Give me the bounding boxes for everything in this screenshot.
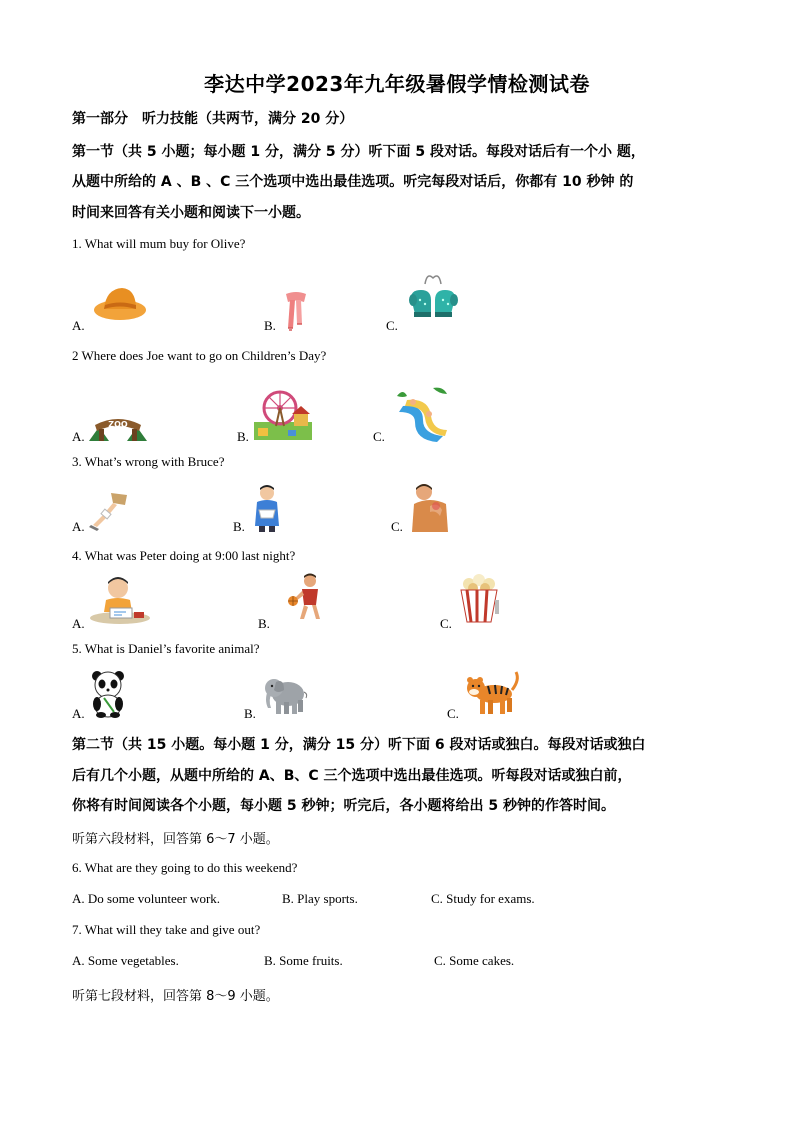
- section1-instructions-line2: 从题中所给的 A 、B 、C 三个选项中选出最佳选项。听完每段对话后，你都有 10 秒钟 的: [72, 174, 634, 190]
- section2-instructions-line1: 第二节（共 15 小题。每小题 1 分，满分 15 分）听下面 6 段对话或独白。每段对话或独白: [72, 737, 646, 753]
- question-5-option-a: A.: [72, 706, 85, 721]
- question-7-option-a: A. Some vegetables.: [72, 953, 179, 968]
- question-4-option-c: C.: [440, 616, 452, 631]
- question-2-option-b: B.: [237, 429, 249, 444]
- question-1-option-c: C.: [386, 318, 398, 333]
- arm-sling-icon: [251, 484, 283, 532]
- question-1-option-a: A.: [72, 318, 85, 333]
- zoo-sign-label: ZOO: [108, 420, 128, 429]
- question-7-option-b: B. Some fruits.: [264, 953, 343, 968]
- elephant-icon: [262, 670, 308, 716]
- question-3-option-a: A.: [72, 519, 85, 534]
- scarf-icon: [282, 290, 310, 332]
- question-1-text: 1. What will mum buy for Olive?: [72, 236, 246, 251]
- popcorn-bucket-icon: [457, 574, 501, 624]
- question-6-text: 6. What are they going to do this weekend?: [72, 860, 298, 875]
- boy-drawing-icon: [88, 574, 152, 624]
- question-6-option-b: B. Play sports.: [282, 891, 358, 906]
- question-4-option-a: A.: [72, 616, 85, 631]
- question-4-option-b: B.: [258, 616, 270, 631]
- question-2-option-c: C.: [373, 429, 385, 444]
- material-7-instruction: 听第七段材料，回答第 8～9 小题。: [72, 989, 279, 1004]
- question-3-option-c: C.: [391, 519, 403, 534]
- question-2-text: 2 Where does Joe want to go on Children’s Day?: [72, 348, 327, 363]
- sore-shoulder-icon: [410, 482, 448, 532]
- question-2-option-a: A.: [72, 429, 85, 444]
- question-5-option-c: C.: [447, 706, 459, 721]
- question-4-text: 4. What was Peter doing at 9:00 last night?: [72, 548, 296, 563]
- part1-heading: 第一部分 听力技能（共两节，满分 20 分）: [72, 111, 354, 127]
- question-5-option-b: B.: [244, 706, 256, 721]
- section1-instructions-line1: 第一节（共 5 小题；每小题 1 分，满分 5 分）听下面 5 段对话。每段对话后有一个小 题，: [72, 144, 645, 160]
- zoo-gate-icon: [89, 413, 147, 441]
- question-3-option-b: B.: [233, 519, 245, 534]
- panda-icon: [88, 670, 128, 718]
- water-slide-icon: [393, 386, 449, 442]
- page-title: 李达中学2023年九年级暑假学情检测试卷: [204, 72, 590, 96]
- sun-hat-icon: [92, 283, 148, 323]
- question-6-option-c: C. Study for exams.: [431, 891, 535, 906]
- question-1-option-b: B.: [264, 318, 276, 333]
- amusement-park-icon: [254, 388, 312, 440]
- tiger-icon: [464, 670, 520, 718]
- section2-instructions-line2: 后有几个小题，从题中所给的 A、B、C 三个选项中选出最佳选项。听每段对话或独白前，: [72, 768, 632, 784]
- section2-instructions-line3: 你将有时间阅读各个小题，每小题 5 秒钟；听完后，各小题将给出 5 秒钟的作答时间。: [72, 798, 615, 814]
- basketball-player-icon: [286, 573, 326, 625]
- section1-instructions-line3: 时间来回答有关小题和阅读下一小题。: [72, 205, 310, 221]
- question-7-text: 7. What will they take and give out?: [72, 922, 261, 937]
- mittens-icon: [405, 270, 460, 326]
- question-5-text: 5. What is Daniel’s favorite animal?: [72, 641, 260, 656]
- hurt-leg-icon: [89, 491, 131, 531]
- question-7-option-c: C. Some cakes.: [434, 953, 515, 968]
- material-6-instruction: 听第六段材料，回答第 6～7 小题。: [72, 832, 279, 847]
- question-6-option-a: A. Do some volunteer work.: [72, 891, 221, 906]
- question-3-text: 3. What’s wrong with Bruce?: [72, 454, 225, 469]
